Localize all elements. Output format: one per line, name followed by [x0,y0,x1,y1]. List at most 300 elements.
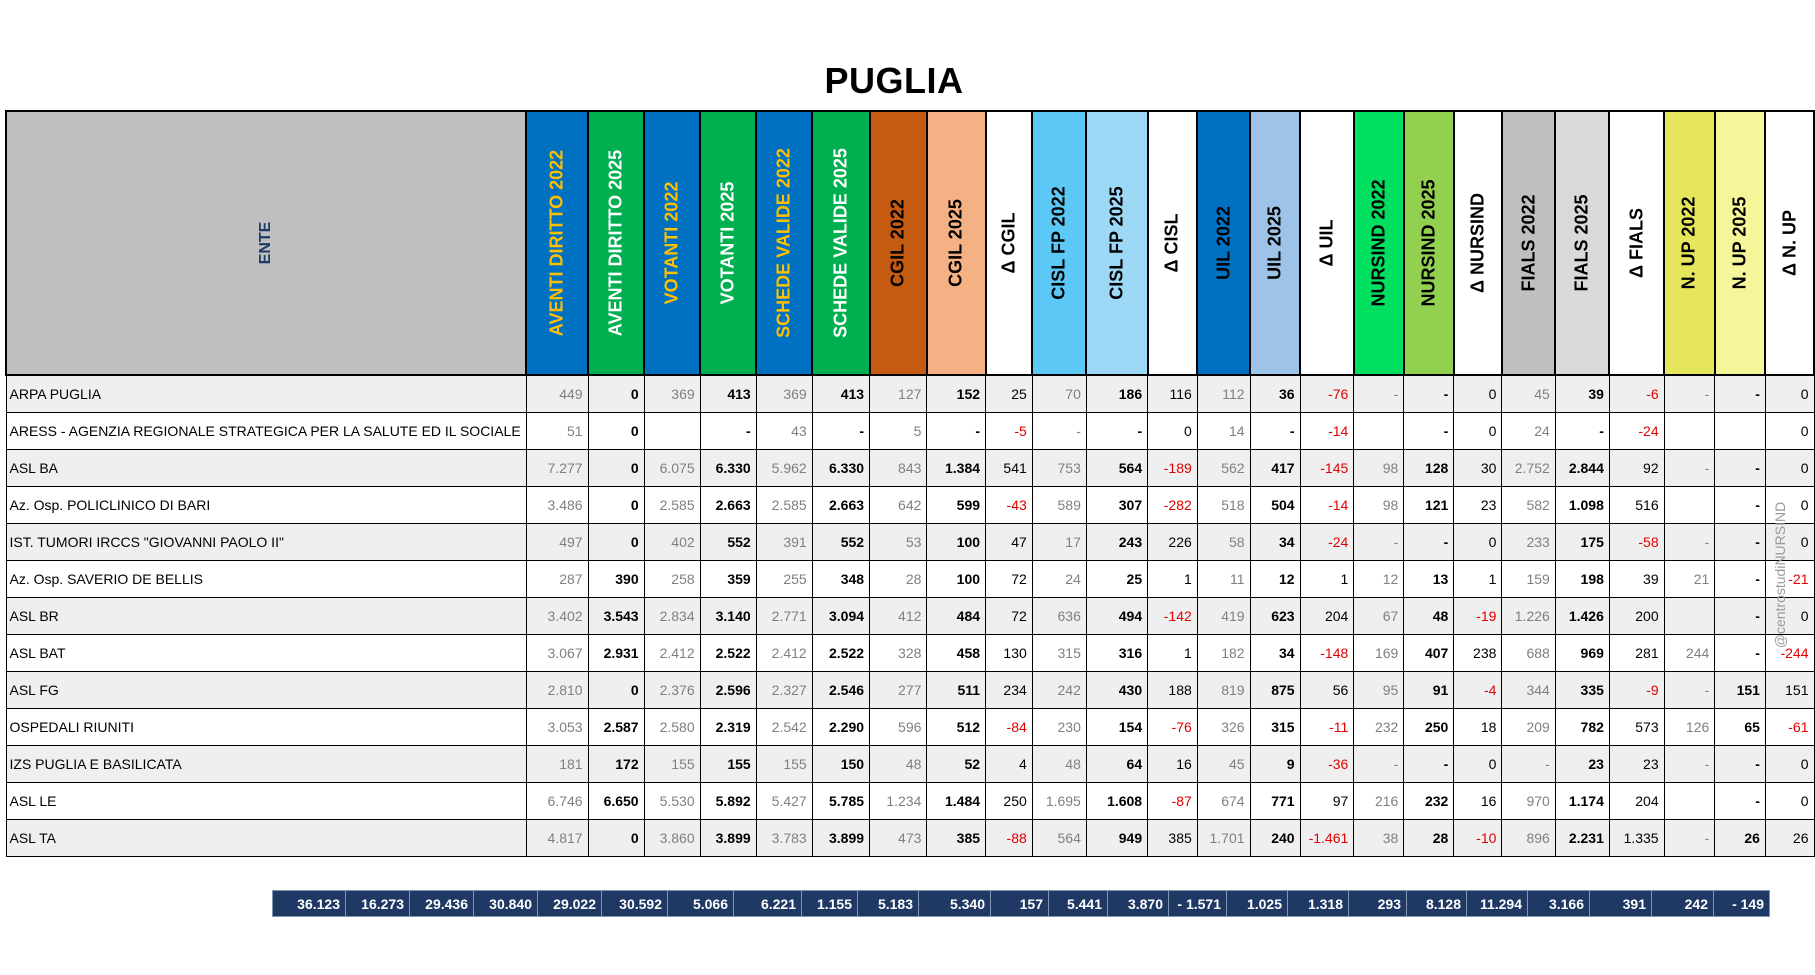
total-n-up-2025: 242 [1652,891,1714,917]
cell-cisl: -76 [1148,708,1198,745]
cell-fials-2025: 969 [1555,634,1609,671]
cell-n-up: 0 [1765,449,1814,486]
cell-aventi-diritto-2022: 3.486 [526,486,588,523]
cell-fials: 281 [1609,634,1664,671]
cell-votanti-2022: 2.585 [644,486,700,523]
cell-aventi-diritto-2025: 0 [588,412,644,449]
cell-n-up-2022: 244 [1664,634,1715,671]
cell-n-up-2022: - [1664,819,1715,856]
ente-name: ASL TA [6,819,526,856]
cell-cisl-fp-2025: - [1086,412,1147,449]
cell-aventi-diritto-2025: 172 [588,745,644,782]
cell-nursind: 0 [1454,523,1502,560]
cell-fials: 39 [1609,560,1664,597]
cell-cgil: 25 [986,375,1033,412]
cell-nursind-2025: 250 [1404,708,1454,745]
cell-cgil: 130 [986,634,1033,671]
cell-votanti-2022: 402 [644,523,700,560]
cell-fials-2025: 2.844 [1555,449,1609,486]
total-aventi-diritto-2022: 36.123 [273,891,346,917]
cell-cgil: 250 [986,782,1033,819]
cell-uil-2025: 417 [1250,449,1300,486]
cell-votanti-2025: 155 [700,745,756,782]
cell-schede-valide-2025: 2.663 [812,486,869,523]
cell-schede-valide-2022: 2.327 [756,671,812,708]
cell-fials: 92 [1609,449,1664,486]
cell-votanti-2022: 5.530 [644,782,700,819]
cell-schede-valide-2025: 2.546 [812,671,869,708]
cell-uil-2022: 14 [1197,412,1250,449]
cell-cgil-2025: 100 [927,523,986,560]
column-header-votanti-2022 [644,111,700,375]
cell-nursind-2022: 98 [1354,486,1404,523]
cell-aventi-diritto-2022: 287 [526,560,588,597]
cell-cisl-fp-2022: 1.695 [1032,782,1086,819]
cell-n-up-2025: - [1715,745,1766,782]
column-header-label: Δ NURSIND [1467,193,1488,293]
total-cisl: 157 [991,891,1049,917]
cell-cisl: 1 [1148,560,1198,597]
total-schede-valide-2025: 30.592 [602,891,668,917]
column-header-cisl-fp-2022 [1032,111,1086,375]
cell-nursind: 16 [1454,782,1502,819]
cell-uil-2022: 45 [1197,745,1250,782]
cell-nursind: 18 [1454,708,1502,745]
cell-nursind: 0 [1454,412,1502,449]
cell-aventi-diritto-2022: 3.067 [526,634,588,671]
cell-cgil-2025: 484 [927,597,986,634]
cell-aventi-diritto-2025: 2.931 [588,634,644,671]
cell-nursind: 238 [1454,634,1502,671]
cell-fials-2022: 233 [1502,523,1555,560]
cell-cgil: 541 [986,449,1033,486]
cell-fials-2022: 970 [1502,782,1555,819]
cell-n-up: 0 [1765,412,1814,449]
column-header-n-up-2025 [1715,111,1766,375]
total-cgil-2022: 5.066 [668,891,734,917]
cell-uil: -24 [1300,523,1354,560]
cell-uil: 1 [1300,560,1354,597]
total-nursind-2025: 1.318 [1288,891,1349,917]
cell-cgil-2025: 52 [927,745,986,782]
cell-n-up: -244 [1765,634,1814,671]
total-votanti-2025: 30.840 [474,891,538,917]
table-row [6,412,1814,449]
cell-uil-2025: 504 [1250,486,1300,523]
cell-nursind-2025: - [1404,375,1454,412]
cell-uil-2025: 623 [1250,597,1300,634]
cell-uil-2025: 34 [1250,523,1300,560]
cell-schede-valide-2025: 150 [812,745,869,782]
cell-cisl-fp-2025: 949 [1086,819,1147,856]
ente-name: ASL BR [6,597,526,634]
cell-aventi-diritto-2022: 51 [526,412,588,449]
table-row [6,486,1814,523]
cell-cgil-2022: 412 [870,597,927,634]
cell-cisl-fp-2022: 230 [1032,708,1086,745]
cell-uil-2022: 819 [1197,671,1250,708]
cell-fials-2022: 209 [1502,708,1555,745]
cell-votanti-2025: 6.330 [700,449,756,486]
table-row [6,745,1814,782]
column-header-n-up [1765,111,1814,375]
cell-schede-valide-2022: 369 [756,375,812,412]
total-fials-2022: 8.128 [1407,891,1467,917]
cell-schede-valide-2022: 3.783 [756,819,812,856]
cell-nursind-2025: 232 [1404,782,1454,819]
cell-votanti-2022: 2.412 [644,634,700,671]
cell-cisl: -142 [1148,597,1198,634]
total-schede-valide-2022: 29.022 [538,891,602,917]
cell-cgil: 72 [986,597,1033,634]
totals-row [273,891,1770,917]
column-header-fials-2022 [1502,111,1555,375]
cell-fials: 1.335 [1609,819,1664,856]
cell-cgil-2022: 328 [870,634,927,671]
cell-n-up-2025 [1715,412,1766,449]
cell-schede-valide-2025: 6.330 [812,449,869,486]
cell-cisl-fp-2025: 430 [1086,671,1147,708]
cell-votanti-2025: 2.319 [700,708,756,745]
cell-n-up-2025: - [1715,375,1766,412]
column-header-nursind-2025 [1404,111,1454,375]
cell-n-up-2025: 65 [1715,708,1766,745]
column-header-label: NURSIND 2025 [1418,179,1439,307]
cell-cisl-fp-2025: 307 [1086,486,1147,523]
column-header-schede-valide-2022 [756,111,812,375]
ente-name: Az. Osp. POLICLINICO DI BARI [6,486,526,523]
cell-fials: -6 [1609,375,1664,412]
cell-cgil-2022: 277 [870,671,927,708]
cell-uil-2025: 12 [1250,560,1300,597]
cell-votanti-2025: 2.522 [700,634,756,671]
cell-n-up-2022: - [1664,671,1715,708]
cell-schede-valide-2022: 5.427 [756,782,812,819]
cell-schede-valide-2025: 3.094 [812,597,869,634]
cell-cgil-2025: 1.384 [927,449,986,486]
cell-fials: 573 [1609,708,1664,745]
cell-votanti-2022: 258 [644,560,700,597]
cell-n-up-2022: 126 [1664,708,1715,745]
cell-aventi-diritto-2025: 390 [588,560,644,597]
cell-uil-2022: 112 [1197,375,1250,412]
cell-cgil-2022: 843 [870,449,927,486]
cell-nursind: 0 [1454,375,1502,412]
column-header-label: CISL FP 2022 [1048,186,1069,300]
cell-cgil-2025: 599 [927,486,986,523]
cell-uil-2022: 326 [1197,708,1250,745]
total-n-up: - 149 [1714,891,1770,917]
cell-uil: -36 [1300,745,1354,782]
column-header-label: Δ FIALS [1626,208,1647,278]
cell-nursind: 0 [1454,745,1502,782]
cell-cgil-2025: 100 [927,560,986,597]
cell-cisl: -189 [1148,449,1198,486]
cell-uil-2025: 9 [1250,745,1300,782]
cell-fials-2022: 2.752 [1502,449,1555,486]
cell-nursind: -10 [1454,819,1502,856]
cell-fials-2022: - [1502,745,1555,782]
cell-n-up-2025: - [1715,560,1766,597]
cell-aventi-diritto-2025: 3.543 [588,597,644,634]
column-header-label: AVENTI DIRITTO 2025 [605,149,626,337]
cell-aventi-diritto-2022: 7.277 [526,449,588,486]
cell-cgil-2025: 458 [927,634,986,671]
column-header-cgil-2022 [870,111,927,375]
cell-cisl-fp-2025: 564 [1086,449,1147,486]
cell-aventi-diritto-2022: 4.817 [526,819,588,856]
cell-schede-valide-2022: 2.585 [756,486,812,523]
cell-uil: 56 [1300,671,1354,708]
cell-fials-2025: 782 [1555,708,1609,745]
cell-nursind-2022: 169 [1354,634,1404,671]
column-header-fials [1609,111,1664,375]
column-header-label: UIL 2022 [1213,206,1234,280]
page-title: PUGLIA [824,60,964,101]
total-cgil-2025: 6.221 [734,891,802,917]
cell-n-up-2025: 151 [1715,671,1766,708]
cell-uil-2022: 674 [1197,782,1250,819]
ente-name: ARESS - AGENZIA REGIONALE STRATEGICA PER LA SALUTE ED IL SOCIALE [6,412,526,449]
column-header-label: CGIL 2025 [945,199,966,287]
ente-name: ASL LE [6,782,526,819]
cell-cgil-2025: 152 [927,375,986,412]
cell-uil: -145 [1300,449,1354,486]
cell-schede-valide-2022: 43 [756,412,812,449]
table-row [6,523,1814,560]
table-row [6,671,1814,708]
cell-n-up-2022: - [1664,523,1715,560]
cell-votanti-2025: 359 [700,560,756,597]
cell-aventi-diritto-2025: 0 [588,375,644,412]
column-header-label: NURSIND 2022 [1368,179,1389,307]
cell-fials-2025: 1.426 [1555,597,1609,634]
cell-uil-2025: 315 [1250,708,1300,745]
cell-cisl: -87 [1148,782,1198,819]
ente-name: IST. TUMORI IRCCS "GIOVANNI PAOLO II" [6,523,526,560]
cell-nursind-2022: 95 [1354,671,1404,708]
ente-name: IZS PUGLIA E BASILICATA [6,745,526,782]
cell-schede-valide-2022: 2.771 [756,597,812,634]
column-header-aventi-diritto-2025 [588,111,644,375]
cell-cgil: 47 [986,523,1033,560]
cell-cisl-fp-2025: 64 [1086,745,1147,782]
column-header-label: Δ UIL [1316,219,1337,267]
cell-uil: -148 [1300,634,1354,671]
cell-aventi-diritto-2022: 497 [526,523,588,560]
cell-n-up-2025: - [1715,634,1766,671]
cell-fials: 23 [1609,745,1664,782]
cell-votanti-2025: - [700,412,756,449]
cell-cisl-fp-2022: 636 [1032,597,1086,634]
cell-schede-valide-2025: 2.290 [812,708,869,745]
cell-cgil-2022: 48 [870,745,927,782]
cell-nursind: 23 [1454,486,1502,523]
column-header-label: ENTE [257,221,275,265]
cell-cgil: 4 [986,745,1033,782]
cell-uil-2025: 240 [1250,819,1300,856]
column-header-nursind [1454,111,1502,375]
cell-fials-2025: 1.098 [1555,486,1609,523]
cell-aventi-diritto-2025: 0 [588,449,644,486]
cell-n-up: 0 [1765,782,1814,819]
cell-uil: -1.461 [1300,819,1354,856]
column-header-fials-2025 [1555,111,1609,375]
total-cgil: 1.155 [802,891,858,917]
cell-aventi-diritto-2022: 449 [526,375,588,412]
cell-votanti-2025: 3.140 [700,597,756,634]
cell-n-up-2022: - [1664,449,1715,486]
column-header-label: SCHEDE VALIDE 2022 [773,148,794,338]
column-header-n-up-2022 [1664,111,1715,375]
column-header-schede-valide-2025 [812,111,869,375]
cell-votanti-2022: 2.834 [644,597,700,634]
cell-n-up: 151 [1765,671,1814,708]
column-header-label: Δ CGIL [998,212,1019,274]
cell-n-up: 0 [1765,597,1814,634]
cell-nursind-2025: 91 [1404,671,1454,708]
cell-uil: 204 [1300,597,1354,634]
column-header-uil-2022 [1197,111,1250,375]
cell-nursind-2025: 128 [1404,449,1454,486]
cell-fials-2025: 335 [1555,671,1609,708]
cell-cisl-fp-2025: 243 [1086,523,1147,560]
cell-votanti-2025: 2.596 [700,671,756,708]
cell-cisl-fp-2025: 154 [1086,708,1147,745]
cell-fials-2025: 23 [1555,745,1609,782]
cell-cgil-2025: 1.484 [927,782,986,819]
cell-aventi-diritto-2025: 0 [588,671,644,708]
cell-uil-2022: 1.701 [1197,819,1250,856]
cell-schede-valide-2022: 255 [756,560,812,597]
cell-cisl-fp-2025: 1.608 [1086,782,1147,819]
cell-uil-2022: 518 [1197,486,1250,523]
cell-cisl-fp-2022: 564 [1032,819,1086,856]
cell-nursind-2025: 28 [1404,819,1454,856]
cell-cisl-fp-2022: 315 [1032,634,1086,671]
cell-nursind-2025: - [1404,523,1454,560]
cell-fials: -24 [1609,412,1664,449]
cell-fials-2025: 198 [1555,560,1609,597]
column-header-label: N. UP 2022 [1678,196,1699,290]
cell-cgil: -5 [986,412,1033,449]
cell-schede-valide-2022: 2.542 [756,708,812,745]
cell-cgil-2022: 1.234 [870,782,927,819]
cell-fials: -9 [1609,671,1664,708]
column-header-uil [1300,111,1354,375]
cell-n-up: -61 [1765,708,1814,745]
cell-aventi-diritto-2025: 6.650 [588,782,644,819]
cell-schede-valide-2022: 155 [756,745,812,782]
cell-fials-2022: 45 [1502,375,1555,412]
cell-schede-valide-2025: - [812,412,869,449]
cell-nursind: 1 [1454,560,1502,597]
column-header-aventi-diritto-2022 [526,111,588,375]
cell-n-up-2025: - [1715,449,1766,486]
cell-cgil-2022: 5 [870,412,927,449]
cell-votanti-2025: 2.663 [700,486,756,523]
cell-cisl: 226 [1148,523,1198,560]
cell-cisl: 385 [1148,819,1198,856]
cell-cisl-fp-2022: 48 [1032,745,1086,782]
cell-fials: -58 [1609,523,1664,560]
cell-nursind-2022: - [1354,375,1404,412]
cell-cisl-fp-2022: 24 [1032,560,1086,597]
cell-cisl: 0 [1148,412,1198,449]
cell-n-up-2022 [1664,782,1715,819]
total-cisl-fp-2022: 5.183 [858,891,919,917]
ente-name: ASL BA [6,449,526,486]
cell-fials: 200 [1609,597,1664,634]
cell-n-up-2022 [1664,597,1715,634]
total-fials: 3.166 [1528,891,1590,917]
cell-n-up: 26 [1765,819,1814,856]
cell-nursind-2025: 121 [1404,486,1454,523]
cell-n-up-2025: - [1715,782,1766,819]
cell-cgil: -88 [986,819,1033,856]
cell-votanti-2025: 552 [700,523,756,560]
ente-name: OSPEDALI RIUNITI [6,708,526,745]
cell-schede-valide-2022: 2.412 [756,634,812,671]
cell-uil: -14 [1300,486,1354,523]
cell-cisl-fp-2025: 25 [1086,560,1147,597]
column-header-uil-2025 [1250,111,1300,375]
cell-nursind-2022: 38 [1354,819,1404,856]
cell-uil-2025: 875 [1250,671,1300,708]
cell-n-up-2025: 26 [1715,819,1766,856]
cell-schede-valide-2025: 552 [812,523,869,560]
total-nursind: 293 [1349,891,1407,917]
cell-cisl-fp-2022: 17 [1032,523,1086,560]
cell-cgil: 72 [986,560,1033,597]
cell-cisl-fp-2022: 753 [1032,449,1086,486]
cell-cisl-fp-2022: - [1032,412,1086,449]
cell-n-up-2025: - [1715,486,1766,523]
cell-votanti-2022: 3.860 [644,819,700,856]
cell-nursind-2022: 67 [1354,597,1404,634]
table-row [6,819,1814,856]
cell-n-up-2025: - [1715,597,1766,634]
cell-n-up: 0 [1765,523,1814,560]
cell-cisl-fp-2025: 494 [1086,597,1147,634]
total-votanti-2022: 29.436 [410,891,474,917]
total-aventi-diritto-2025: 16.273 [346,891,410,917]
column-header-label: FIALS 2022 [1518,194,1539,292]
column-header-nursind-2022 [1354,111,1404,375]
cell-uil-2022: 182 [1197,634,1250,671]
cell-n-up: -21 [1765,560,1814,597]
column-header-label: CGIL 2022 [887,199,908,287]
cell-nursind: -19 [1454,597,1502,634]
cell-cgil-2022: 473 [870,819,927,856]
cell-cisl: 188 [1148,671,1198,708]
table-row [6,782,1814,819]
cell-uil-2025: 34 [1250,634,1300,671]
cell-fials-2022: 1.226 [1502,597,1555,634]
cell-nursind-2022: 98 [1354,449,1404,486]
column-header-cisl-fp-2025 [1086,111,1147,375]
cell-cgil-2025: 385 [927,819,986,856]
cell-nursind-2025: 48 [1404,597,1454,634]
cell-cgil-2025: 511 [927,671,986,708]
cell-cgil: 234 [986,671,1033,708]
cell-uil-2022: 562 [1197,449,1250,486]
totals-table [272,890,1770,917]
cell-aventi-diritto-2025: 0 [588,523,644,560]
cell-schede-valide-2025: 413 [812,375,869,412]
total-cisl-fp-2025: 5.340 [919,891,991,917]
cell-fials-2022: 896 [1502,819,1555,856]
